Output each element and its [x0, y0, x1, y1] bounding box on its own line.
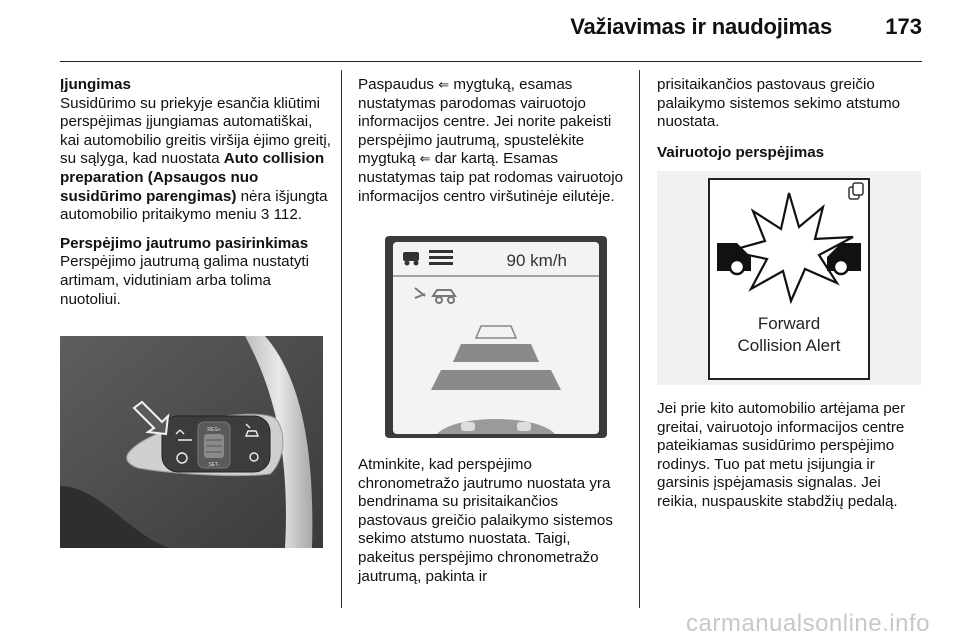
setting-name: Auto collision preparation (Apsaugos nuo susidūrimo parengimas) [60, 150, 325, 205]
column-1 [60, 76, 332, 309]
section-text-sensitivity: Perspėjimo jautrumo pasirinkimas Perspėjimo jautrumą galima nustatyti artimam, vidutiniam arba tolima nuotoliui. [60, 234, 310, 308]
driver-info-center-display [385, 236, 607, 438]
heading-activation: Įjungimas [60, 76, 131, 93]
column-2-lower [358, 456, 630, 586]
following-distance-icon: ⇐ [419, 151, 431, 167]
res-button-label: RES+ [207, 427, 221, 433]
section-text-continued: prisitaikančios pastovaus greičio palaikymo sistemos sekimo atstumo nuostata. [657, 76, 901, 131]
heading-sensitivity: Perspėjimo jautrumo pasirinkimas [60, 234, 309, 252]
section-text-alert: Jei prie kito automobilio artėjama per greitai, vairuotojo informacijos centre pateikiamas susidūrimo perspėjimo rodinys. Tuo pat metu įsijungia ir garsinis įspėjamasis signalas. Jei reikia, nuspauskite stabdžių pedalą. [657, 400, 906, 510]
column-divider-1 [341, 70, 342, 608]
section-text-activation: Įjungimas Susidūrimo su priekyje esančia kliūtimi perspėjimas įjungiamas automatiškai, kai automobilio greitis viršija ėjimo greitį, su sąlyga, kad nuostata Auto collision preparation (Apsaugos nuo susidūrimo parengimas) nėra išjungta automobilio pritaikymo meniu 3 112. [60, 76, 331, 224]
watermark: carmanualsonline.info [686, 610, 930, 637]
section-text-note: Atminkite, kad perspėjimo chronometražo jautrumo nuostata yra bendrinama su prisitaikančios pastovaus greičio palaikymo sistemos sekimo atstumo nuostata. Taigi, pakeitus perspėjimo chronometražo jautrumą, pakinta ir [358, 456, 613, 585]
steering-wheel-figure [60, 336, 323, 548]
page-title: Važiavimas ir naudojimas [570, 14, 832, 39]
speed-readout: 90 km/h [506, 251, 567, 270]
alert-title-line2: Collision Alert [737, 336, 841, 355]
column-divider-2 [639, 70, 640, 608]
page-number: 173 [885, 14, 922, 39]
distance-bar-mid [453, 344, 539, 362]
distance-bar-far [431, 370, 561, 390]
following-distance-icon: ⇐ [438, 77, 450, 92]
page-reference-link[interactable]: 3 112. [260, 206, 303, 224]
following-distance-bars-icon [429, 250, 453, 265]
alert-title-line1: Forward [757, 314, 821, 333]
section-text-button: Paspaudus ⇐ mygtuką, esamas nustatymas parodomas vairuotojo informacijos centre. Jei norite pakeisti perspėjimo jautrumą, spustelėkite mygtuką ⇐ dar kartą. Esamas nustatymas taip pat rodomas vairuotojo informacijos centro viršutinėje eilutėje. [358, 76, 624, 205]
set-button-label: SET- [208, 462, 220, 468]
column-2 [358, 76, 630, 206]
column-3-lower [657, 400, 923, 512]
header-divider [60, 61, 922, 62]
column-3 [657, 76, 923, 162]
heading-driver-alert: Vairuotojo perspėjimas [657, 143, 825, 161]
forward-collision-alert-figure [657, 171, 921, 385]
